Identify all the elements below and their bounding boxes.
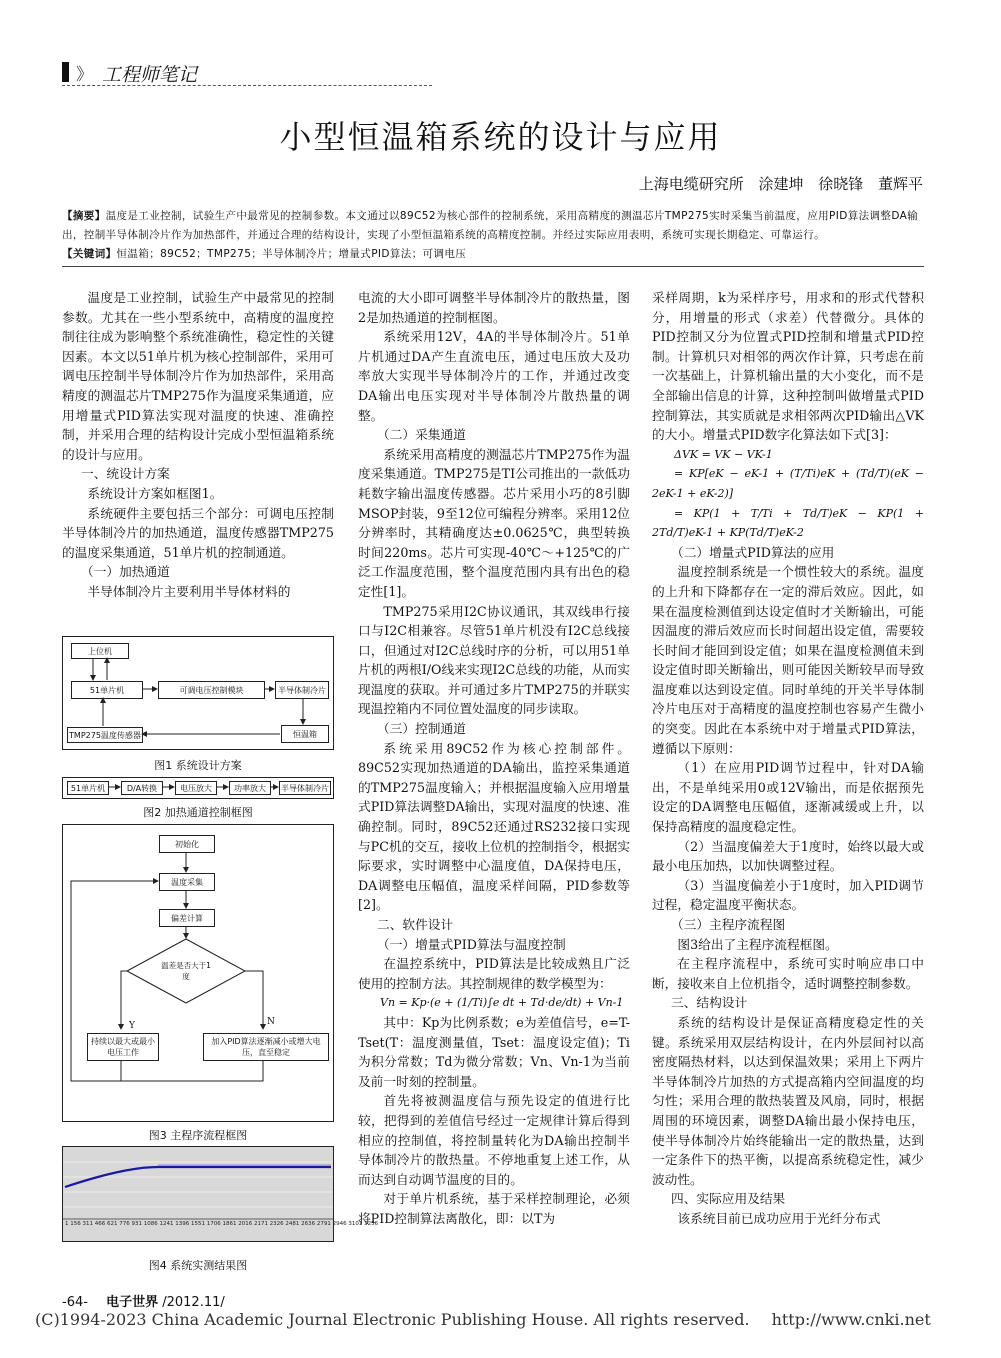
journal-name: 电子世界 (106, 1295, 159, 1310)
figure-2 (62, 777, 334, 799)
page-number: -64- (62, 1295, 88, 1310)
paragraph: 电流的大小即可调整半导体制冷片的散热量，图2是加热通道的控制框图。 (358, 290, 630, 325)
paragraph: 在主程序流程中，系统可实时响应串口中断，接收来自上位机指令，适时调整控制参数。 (652, 956, 924, 991)
flow-no-label: N (267, 1017, 275, 1027)
paragraph: 图3给出了主程序流程框图。 (677, 936, 838, 952)
section-heading: （二）采集通道 (377, 427, 466, 443)
paragraph: 半导体制冷片主要利用半导体材料的 (87, 583, 291, 599)
paragraph: 在温控系统中，PID算法是比较成熟且广泛使用的控制方法。其控制规律的数学模型为： (358, 956, 630, 991)
equation-line-3: = KP(1 + T/Ti + Td/T)eK − KP(1 + 2Td/T)eK-1 + KP(Td/T)eK-2 (652, 506, 924, 540)
figure-4-caption: 图4 系统实测结果图 (148, 1259, 248, 1272)
abstract-divider (62, 266, 924, 267)
section-bar (62, 62, 69, 82)
box-mcu: 51单片机 (71, 681, 143, 699)
paragraph: （3）当温度偏差小于1度时，加入PID调节过程，稳定温度平衡状态。 (652, 877, 924, 913)
copyright-url[interactable]: http://www.cnki.net (771, 1310, 931, 1329)
flow-full-power: 持续以最大或最小电压工作 (87, 1033, 159, 1061)
section-heading: （二）增量式PID算法的应用 (671, 544, 835, 560)
section-heading: （一）增量式PID算法与温度控制 (377, 936, 566, 952)
paragraph: （2）当温度偏差大于1度时，始终以最大或最小电压加热，以加快调整过程。 (652, 838, 924, 874)
equation-line-2: = KP[eK − eK-1 + (T/Ti)eK + (Td/T)(eK − 2eK-1 + eK-2)] (652, 467, 924, 500)
step-power-amp: 功率放大 (229, 781, 271, 795)
figure-1 (62, 636, 334, 750)
step-tec: 半导体制冷片 (279, 781, 331, 795)
section-heading: （一）加热通道 (81, 564, 170, 580)
journal-issue: /2012.11/ (162, 1295, 225, 1310)
section-heading: （三）主程序流程图 (671, 917, 786, 932)
section-heading: （三）控制通道 (377, 721, 466, 737)
figure-1-caption: 图1 系统设计方案 (154, 759, 242, 772)
section-heading: 二、软件设计 (377, 917, 454, 932)
paragraph: 温度控制系统是一个惯性较大的系统。温度的上升和下降都存在一定的滞后效应。因此，如果在温度检测值到达设定值时才关断输出，可能因温度的滞后效应而长时间超出设定值，需要较长时间才能回到设定值；如果在温度检测值未到设定值时即关断输出，则可能因关断较早而导致温度难以达到设定值。同时单纯的开关半导体制冷片电压对于高精度的温度控制也容易产生微小的突变。因此在本系统中对于增量式PID算法，遵循以下原则： (652, 564, 924, 756)
flow-pid: 加入PID算法逐渐减小或增大电压，直至稳定 (203, 1033, 329, 1061)
paragraph: 系统的结构设计是保证高精度稳定性的关键。系统采用双层结构设计，在内外层间衬以高密度隔热材料，以达到保温效果；采用上下两片半导体制冷片加热的方式提高箱内空间温度的均匀性；采用合理的散热装置及风扇，同时，根据周围的环境因素，调整DA输出最小保持电压，使半导体制冷片始终能输出一定的散热量，达到一定条件下的热平衡，以提高系统稳定性，减少波动性。 (652, 1014, 924, 1187)
abstract-block (62, 207, 924, 264)
paragraph: TMP275采用I2C协议通讯，其双线串行接口与I2C相兼容。尽管51单片机没有I2C总线接口，但通过对I2C总线时序的分析，可以用51单片机的两根I/O线来实现I2C总线的功能，从而实现温度的获取。并可通过多片TMP275的并联实现温控箱内不同位置处温度的同步读取。 (358, 603, 630, 717)
copyright-text: (C)1994-2023 China Academic Journal Electronic Publishing House. All rights reserved. (35, 1310, 750, 1329)
paragraph: 系统硬件主要包括三个部分：可调电压控制半导体制冷片的加热通道，温度传感器TMP275的温度采集通道，51单片机的控制通道。 (62, 505, 334, 560)
figure-4 (62, 1146, 379, 1242)
chevron-icon: 》 (76, 65, 93, 85)
box-pc: 上位机 (71, 643, 129, 659)
section-header (62, 60, 432, 84)
flow-collect: 温度采集 (159, 873, 215, 891)
column-1 (62, 288, 334, 602)
column-3 (652, 288, 924, 1229)
section-heading: 四、实际应用及结果 (671, 1191, 786, 1207)
paragraph: 系统采用89C52作为核心控制部件。89C52实现加热通道的DA输出，监控采集通道的TMP275温度输入；并根据温度输入应用增量式PID算法调整DA输出，实现对温度的快速、准确控制。同时，89C52还通过RS232接口实现与PC机的交互，接收上位机的控制指令，根据实际要求，实时调整中心温度值，DA保持电压，DA调整电压幅值，温度采样间隔，PID参数等[2]。 (358, 740, 630, 913)
page-footer (62, 1291, 225, 1310)
equation-line-1: ΔVK = VK − VK-1 (674, 447, 773, 461)
figure-4-xticks: 1 156 311 466 621 776 931 1086 1241 1396 1551 1706 1861 2016 2171 2326 2481 2636 2791 2946 3101 3256 (65, 1221, 379, 1227)
flow-condition: 温差是否大于1度 (161, 961, 211, 981)
abstract-text: 温度是工业控制，试验生产中最常见的控制参数。本文通过以89C52为核心部件的控制系统，采用高精度的测温芯片TMP275实时采集当前温度，应用PID算法调整DA输出，控制半导体制冷片作为加热部件，并通过合理的结构设计，实现了小型恒温箱系统的高精度控制。并经过实际应用表明，系统可实现长期稳定、可靠运行。 (62, 210, 919, 241)
section-heading: 三、结构设计 (671, 995, 748, 1011)
box-sensor: TMP275温度传感器 (67, 727, 143, 743)
column-2 (358, 288, 630, 1229)
keywords-label: 【关键词】 (62, 248, 117, 260)
abstract-label: 【摘要】 (62, 210, 106, 222)
step-da: D/A转换 (121, 781, 163, 795)
flow-calc: 偏差计算 (159, 909, 215, 927)
box-voltage-control: 可调电压控制模块 (158, 681, 265, 699)
header-divider (62, 85, 432, 86)
paragraph: 其中：Kp为比例系数；e为差值信号，e=T-Tset(T：温度测量值，Tset：温度设定值)；Ti为积分常数；Td为微分常数；Vn、Vn-1为当前及前一时刻的控制量。 (358, 1014, 630, 1089)
paragraph: 系统采用高精度的测温芯片TMP275作为温度采集通道。TMP275是TI公司推出的一款低功耗数字输出温度传感器。芯片采用小巧的8引脚MSOP封装，9至12位可编程分辨率。采用12位分辨率时，其精确度达±0.0625℃，典型转换时间220ms。芯片可实现-40℃～+125℃的广泛工作温度范围，整个温度范围内具有出色的稳定性[1]。 (358, 446, 630, 599)
step-voltage-amp: 电压放大 (175, 781, 217, 795)
box-chamber: 恒温箱 (281, 725, 329, 743)
authors: 上海电缆研究所 涂建坤 徐晓锋 董辉平 (638, 175, 923, 193)
paragraph: 对于单片机系统，基于采样控制理论，必须将PID控制算法离散化，即：以T为 (358, 1191, 630, 1226)
figure-3 (62, 824, 334, 1122)
paragraph: 温度是工业控制，试验生产中最常见的控制参数。尤其在一些小型系统中，高精度的温度控制往往成为影响整个系统准确性，稳定性的关键因素。本文以51单片机为核心控制部件，采用可调电压控制半导体制冷片作为加热部件，采用高精度的测温芯片TMP275作为温度采集通道，应用增量式PID算法实现对温度的快速、准确控制，并采用合理的结构设计完成小型恒温箱系统的设计与应用。 (62, 290, 334, 462)
section-label: 工程师笔记 (102, 64, 198, 86)
paragraph: 采样周期，k为采样序号，用求和的形式代替积分，用增量的形式（求差）代替微分。具体的PID控制又分为位置式PID控制和增量式PID控制。计算机只对相邻的两次作计算，只考虑在前一次基础上，计算机输出量的大小变化，而不是全部输出信息的计算，这种控制叫做增量式PID控制算法，其实质就是求相邻两次PID输出△VK的大小。增量式PID数字化算法如下式[3]： (652, 290, 924, 443)
section-heading: 一、统设计方案 (81, 466, 170, 482)
paragraph: 系统采用12V，4A的半导体制冷片。51单片机通过DA产生直流电压，通过电压放大及功率放大实现半导体制冷片的工作，并通过改变DA输出电压实现对半导体制冷片散热量的调整。 (358, 329, 630, 423)
pid-equation: Vn = Kp·(e + (1/Ti)∫e dt + Td·de/dt) + Vn-1 (380, 996, 624, 1010)
copyright-line (35, 1310, 931, 1329)
paragraph: （1）在应用PID调节过程中，针对DA输出，不是单纯采用0或12V输出，而是依据预先设定的DA调整电压幅值，逐渐减缓或上升，以保持高精度的温度稳定性。 (652, 760, 924, 835)
figure-2-arrows (63, 778, 333, 798)
figure-1-arrows (63, 637, 333, 749)
step-mcu: 51单片机 (67, 781, 109, 795)
box-tec: 半导体制冷片 (275, 681, 329, 699)
figure-3-caption: 图3 主程序流程框图 (148, 1129, 248, 1142)
figure-2-caption: 图2 加热通道控制框图 (143, 806, 253, 819)
paragraph: 首先将被测温度信与预先设定的值进行比较，把得到的差值信号经过一定规律计算后得到相应的控制值，将控制量转化为DA输出控制半导体制冷片的散热量。不停地重复上述工作，从而达到自动调节温度的目的。 (358, 1093, 630, 1187)
page-title: 小型恒温箱系统的设计与应用 (279, 118, 722, 156)
keywords-text: 恒温箱；89C52；TMP275；半导体制冷片；增量式PID算法；可调电压 (116, 248, 467, 260)
flow-yes-label: Y (129, 1021, 135, 1031)
paragraph: 该系统目前已成功应用于光纤分布式 (677, 1210, 881, 1226)
paragraph: 系统设计方案如框图1。 (87, 485, 223, 501)
flow-init: 初始化 (159, 835, 215, 853)
